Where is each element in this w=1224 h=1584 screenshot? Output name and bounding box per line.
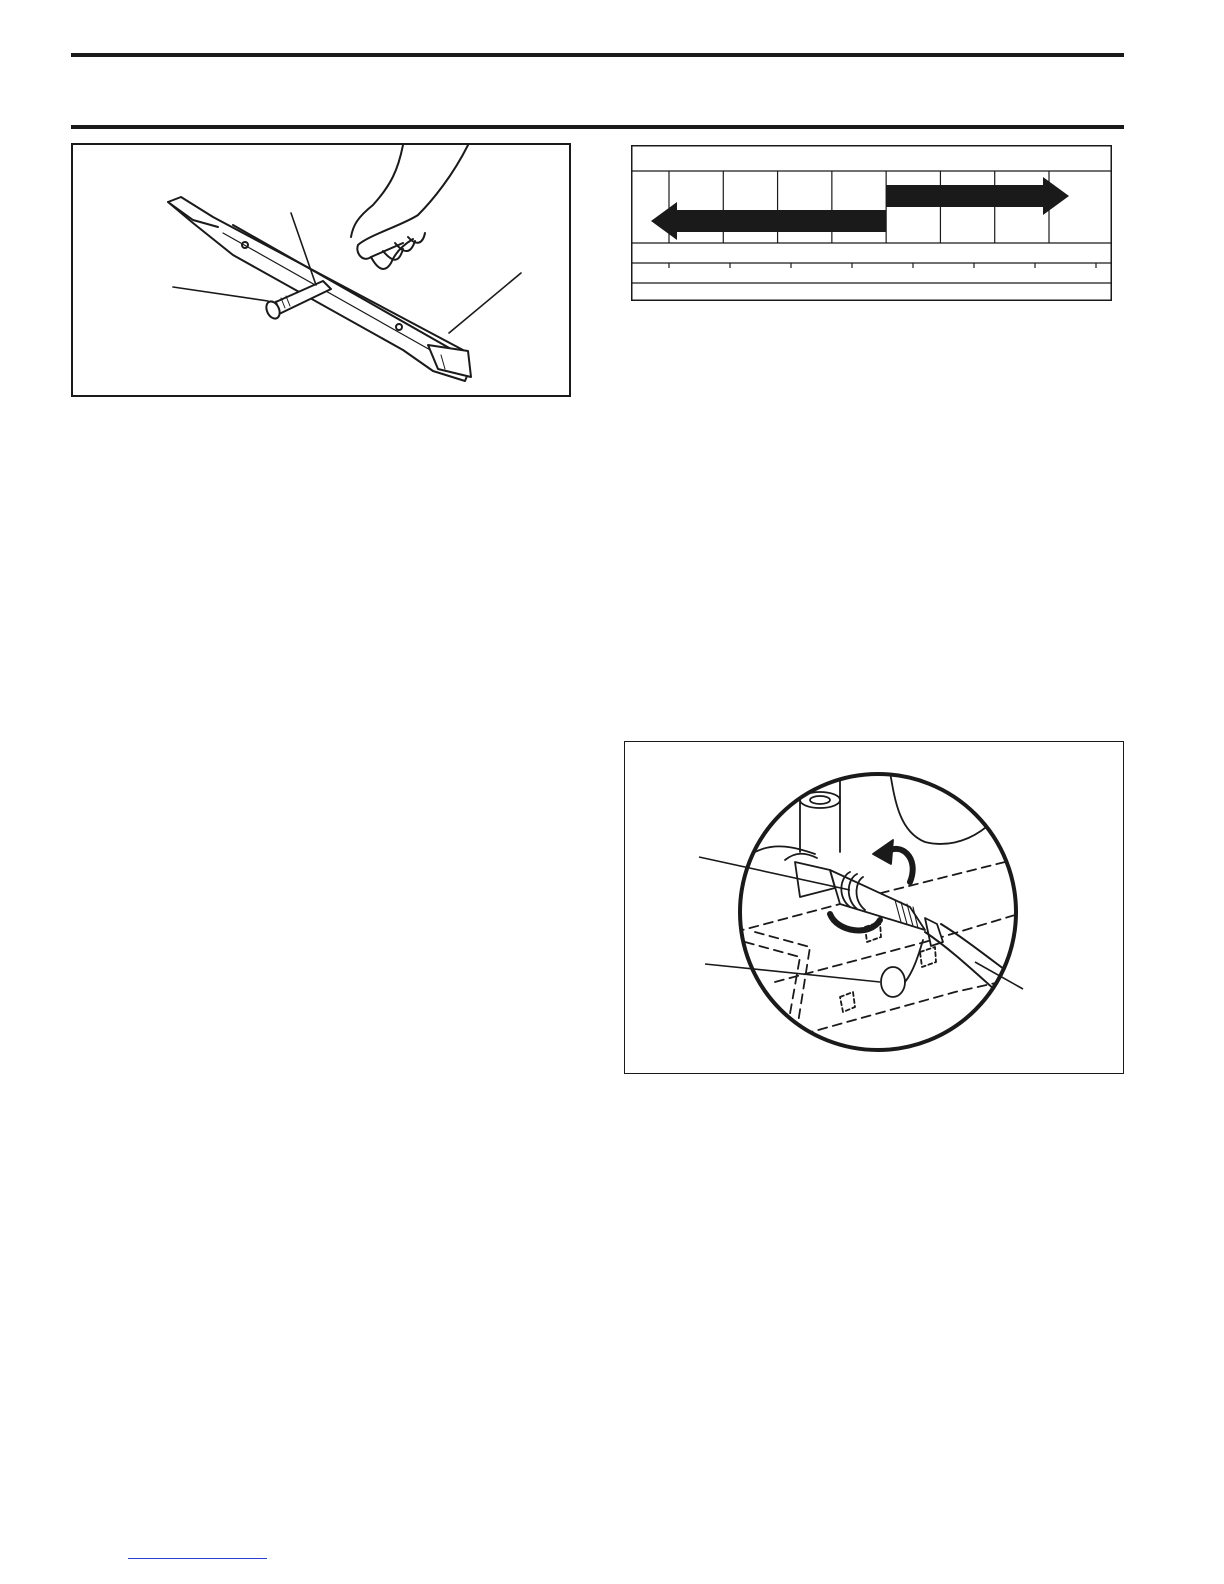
- blade-balance-illustration: [73, 145, 569, 395]
- header-rule: [71, 125, 1124, 129]
- drain-valve-figure: [624, 741, 1124, 1074]
- footer-link-underline[interactable]: [128, 1558, 267, 1559]
- top-rule: [71, 53, 1124, 57]
- gauge-table-graphic: [631, 145, 1112, 301]
- blade-balance-figure: [71, 143, 571, 397]
- gauge-table: [631, 145, 1112, 301]
- drain-valve-illustration: [625, 742, 1122, 1072]
